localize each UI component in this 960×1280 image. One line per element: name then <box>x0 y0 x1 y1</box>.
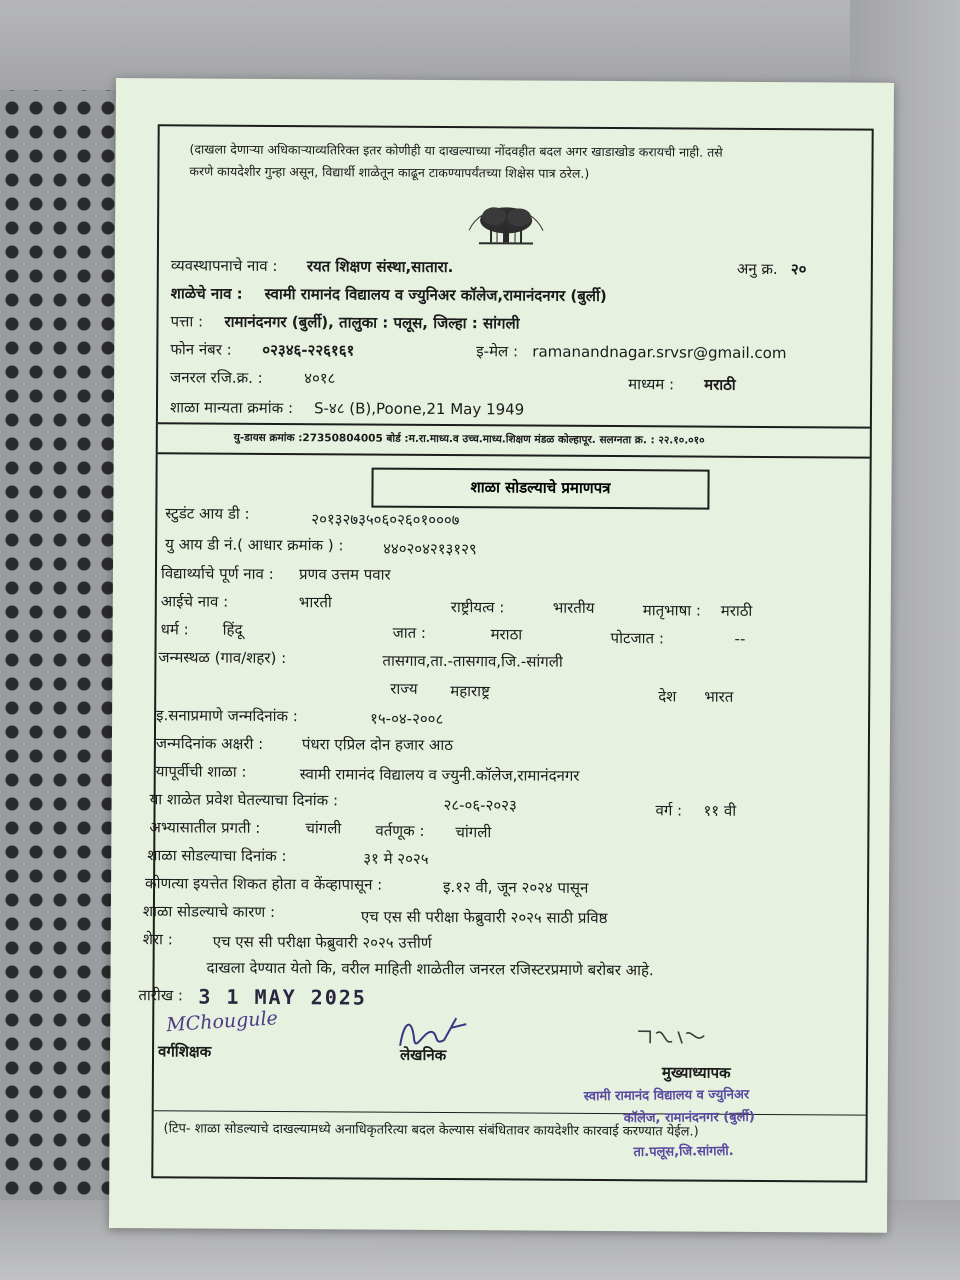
divider-1 <box>158 422 870 428</box>
notice-line-2: करणे कायदेशीर गुन्हा असून, विद्यार्थी शाळेतून काढून टाकण्यापर्यंतच्या शिक्षेस पात्र ठरेल.) <box>189 163 590 181</box>
serial-value: २० <box>790 260 807 279</box>
mother-label: आईचे नाव : <box>160 592 229 611</box>
mothertongue-value: मराठी <box>720 601 753 620</box>
serial-label: अनु क्र. <box>736 259 778 279</box>
address-label: पत्ता : <box>170 312 204 331</box>
remark-label: शेरा : <box>142 930 173 949</box>
state-label: राज्य <box>390 679 418 698</box>
admission-label: या शाळेत प्रवेश घेतल्याचा दिनांक : <box>149 790 339 810</box>
phone-label: फोन नंबर : <box>170 340 232 359</box>
nationality-label: राष्ट्रीयत्व : <box>450 598 505 617</box>
country-value: भारत <box>704 687 734 706</box>
state-value: महाराष्ट्र <box>450 682 490 701</box>
fullname-value: प्रणव उत्तम पवार <box>298 565 391 584</box>
banyan-tree-emblem-icon <box>461 190 551 253</box>
caste-label: जात : <box>392 623 427 642</box>
principal-signature-icon <box>634 1025 714 1049</box>
class-label: वर्ग : <box>655 801 683 820</box>
student-id-label: स्टुडंट आय डी : <box>165 504 250 523</box>
birthplace-label: जन्मस्थळ (गाव/शहर) : <box>158 648 287 668</box>
progress-value: चांगली <box>305 819 342 838</box>
school-stamp-line-3: ता.पलूस,जि.सांगली. <box>633 1143 734 1161</box>
prev-school-label: यापूर्वीची शाळा : <box>155 762 247 781</box>
class-teacher-signature: MChougule <box>165 1007 279 1037</box>
caste-value: मराठा <box>490 625 523 644</box>
country-label: देश <box>658 687 677 706</box>
leaving-date-value: ३१ मे २०२५ <box>363 849 429 868</box>
gr-label: जनरल रजि.क्र. : <box>170 368 263 387</box>
reason-value: एच एस सी परीक्षा फेब्रुवारी २०२५ साठी प्रविष्ठ <box>360 907 608 928</box>
nationality-value: भारतीय <box>552 598 595 617</box>
date-stamp: 3 1 MAY 2025 <box>198 984 367 1010</box>
studying-label: कोणत्या इयत्तेत शिकत होता व केंव्हापासून : <box>145 874 383 894</box>
leaving-certificate-paper <box>109 78 894 1233</box>
certificate-frame <box>138 124 873 1182</box>
medium-value: मराठी <box>704 375 736 394</box>
udise-board-line: यु-डायस क्रमांक :27350804005 बोर्ड :म.रा.माध्य.व उच्च.माध्य.शिक्षण मंडळ कोल्हापूर. सलग्नता क्र. : २२.१०.०१० <box>233 431 705 447</box>
email-label: इ-मेल : <box>476 342 519 361</box>
dob-words-label: जन्मदिनांक अक्षरी : <box>155 734 264 753</box>
prev-school-value: स्वामी रामानंद विद्यालय व ज्युनी.कॉलेज,रामानंदनगर <box>299 765 580 785</box>
mothertongue-label: मातृभाषा : <box>642 601 702 620</box>
school-stamp-line-2: कॉलेज, रामानंदनगर (बुर्ली) <box>623 1109 755 1127</box>
management-value: रयत शिक्षण संस्था,सातारा. <box>306 257 454 277</box>
email-value: ramanandnagar.srvsr@gmail.com <box>532 342 787 363</box>
school-name-value: स्वामी रामानंद विद्यालय व ज्युनिअर कॉलेज,रामानंदनगर (बुर्ली) <box>264 284 607 306</box>
conduct-label: वर्तणूक : <box>375 821 425 840</box>
dob-label: इ.सनाप्रमाणे जन्मदिनांक : <box>156 706 298 726</box>
religion-label: धर्म : <box>160 620 189 639</box>
footer-note: (टिप- शाळा सोडल्याचे दाखल्यामध्ये अनाधिकृतरित्या बदल केल्यास संबंधितावर कायदेशीर कारवाई करण्यात येईल.) <box>163 1121 699 1140</box>
dob-value: १५-०४-२००८ <box>370 709 444 729</box>
address-value: रामानंदनगर (बुर्ली), तालुका : पलूस, जिल्हा : सांगली <box>224 312 520 333</box>
fullname-label: विद्यार्थ्याचे पूर्ण नाव : <box>160 564 274 583</box>
subcaste-label: पोटजात : <box>610 629 665 648</box>
class-teacher-label: वर्गशिक्षक <box>158 1042 212 1061</box>
birthplace-value: तासगाव,ता.-तासगाव,जि.-सांगली <box>382 651 563 671</box>
divider-2 <box>158 452 870 458</box>
uid-value: ४४०२०४२१३१२९ <box>383 539 477 559</box>
school-name-label: शाळेचे नाव : <box>170 284 243 303</box>
school-stamp-line-1: स्वामी रामानंद विद्यालय व ज्युनिअर <box>583 1087 750 1105</box>
leaving-date-label: शाळा सोडल्याचा दिनांक : <box>147 846 287 866</box>
conduct-value: चांगली <box>455 823 492 842</box>
certificate-title: शाळा सोडल्याचे प्रमाणपत्र <box>470 478 611 498</box>
mother-value: भारती <box>298 593 332 612</box>
subcaste-value: -- <box>734 629 746 648</box>
dob-words-value: पंधरा एप्रिल दोन हजार आठ <box>301 735 454 755</box>
recognition-label: शाळा मान्यता क्रमांक : <box>169 398 294 418</box>
medium-label: माध्यम : <box>628 375 675 394</box>
date-label: तारीख : <box>138 986 184 1005</box>
notice-line-1: (दाखला देणाऱ्या अधिकाऱ्याव्यतिरिक्त इतर कोणीही या दाखल्याच्या नोंदवहीत बदल अगर खाडाखोड करायची नाही. तसे <box>189 141 723 160</box>
certificate-title-box <box>371 468 709 510</box>
religion-value: हिंदू <box>222 620 243 639</box>
reason-label: शाळा सोडल्याचे कारण : <box>142 902 276 921</box>
principal-label: मुख्याध्यापक <box>661 1063 731 1082</box>
clerk-label: लेखनिक <box>399 1045 447 1065</box>
management-label: व्यवस्थापनाचे नाव : <box>170 256 278 275</box>
recognition-value: S-४८ (B),Poone,21 May 1949 <box>313 399 525 419</box>
phone-value: ०२३४६-२२६१६१ <box>262 340 355 360</box>
divider-3 <box>154 1110 866 1115</box>
class-value: ११ वी <box>703 801 737 820</box>
declaration-text: दाखला देण्यात येतो कि, वरील माहिती शाळेतील जनरल रजिस्टरप्रमाणे बरोबर आहे. <box>206 958 654 980</box>
gr-value: ४०१८ <box>304 369 336 388</box>
admission-value: २८-०६-२०२३ <box>443 796 517 815</box>
progress-label: अभ्यासातील प्रगती : <box>149 818 261 837</box>
remark-value: एच एस सी परीक्षा फेब्रुवारी २०२५ उत्तीर्ण <box>212 932 432 952</box>
studying-value: इ.१२ वी, जून २०२४ पासून <box>443 878 589 897</box>
uid-label: यु आय डी नं.( आधार क्रमांक ) : <box>165 535 344 555</box>
grey-top-surface <box>0 0 960 90</box>
student-id-value: २०१३२७३५०६०२६०१०००७ <box>311 510 460 530</box>
